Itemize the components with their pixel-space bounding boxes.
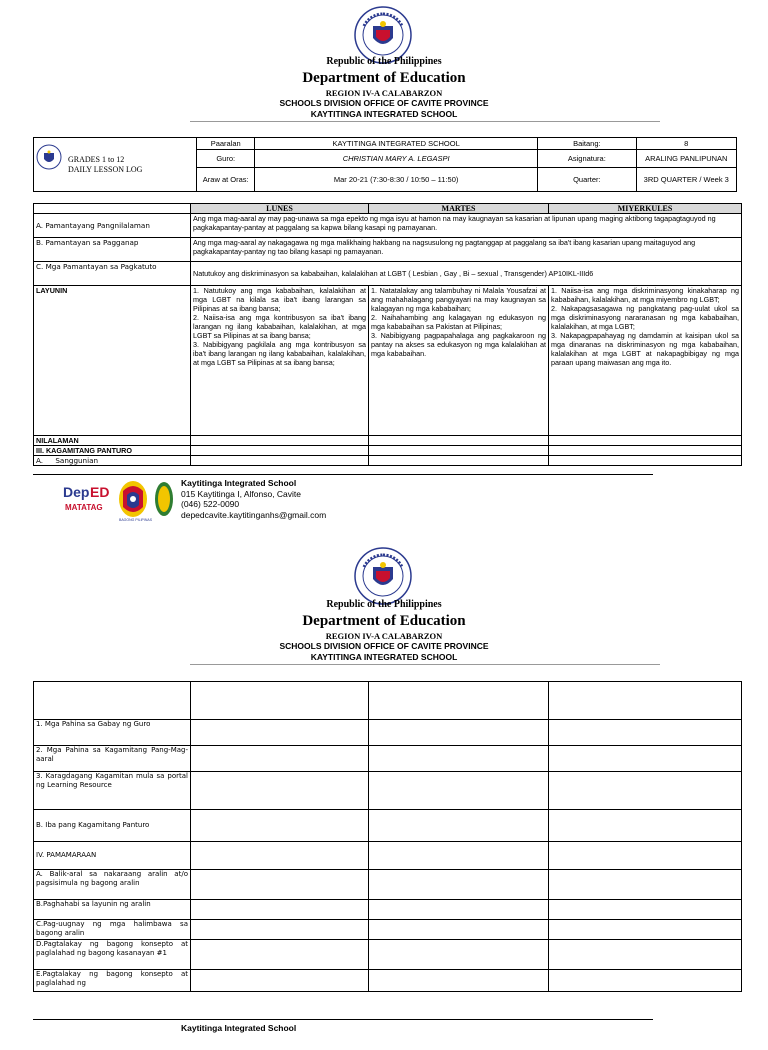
table-row (34, 842, 742, 870)
table-row (34, 920, 742, 940)
footer (33, 1019, 653, 1050)
footer-address: 015 Kaytitinga I, Alfonso, Cavite (181, 488, 302, 499)
deped-seal-icon (354, 547, 412, 605)
row-label: A. Sanggunian (34, 456, 191, 466)
footer (33, 474, 653, 525)
school-text: KAYTITINGA INTEGRATED SCHOOL (310, 109, 458, 119)
row-label: 1. Mga Pahina sa Gabay ng Guro (34, 720, 191, 746)
svg-text:ED: ED (90, 484, 110, 500)
row-label: 2. Mga Pahina sa Kagamitang Pang-Mag-aaral (34, 746, 191, 772)
footer-contact (181, 1023, 296, 1034)
quarter-value: 3RD QUARTER / Week 3 (636, 168, 736, 192)
info-table (33, 137, 737, 192)
footer-school: Kaytitinga Integrated School (181, 1023, 297, 1033)
table-row (34, 970, 742, 992)
dll-title-cell (34, 138, 197, 192)
day-header-row (34, 204, 742, 214)
row-label: IV. PAMAMARAAN (34, 842, 191, 870)
asignatura-label: Asignatura: (538, 150, 636, 168)
page-1 (0, 0, 768, 522)
row-label: A. Balik-aral sa nakaraang aralin at/o pagsisimula ng bagong aralin (34, 870, 191, 900)
table-row (34, 436, 742, 446)
row-label: B. Iba pang Kagamitang Panturo (34, 810, 191, 842)
day-miyerkules: MIYERKULES (549, 204, 742, 214)
day-martes: MARTES (369, 204, 549, 214)
guro-label: Guro: (197, 150, 255, 168)
footer-logos-icon (61, 477, 201, 523)
row-label: B. Pamantayan sa Pagganap (34, 238, 191, 262)
table-row (34, 214, 742, 238)
row-content: Natutukoy ang diskriminasyon sa kababaihan, kalalakihan at LGBT ( Lesbian , Gay , Bi – sexual , Transgender) AP10IKL-IIId6 (191, 262, 742, 286)
row-content: Ang mga mag-aaral ay nakagagawa ng mga malikhaing hakbang na nagsusulong ng pagtanggap at paggalang sa iba't ibang kasarian upang maitaguyod ang pagkakapantay-pantay ng tao bilang kasapi ng pamayanan. (191, 238, 742, 262)
row-label (34, 682, 191, 720)
paaralan-label: Paaralan (197, 138, 255, 150)
table-row (34, 720, 742, 746)
division-text: SCHOOLS DIVISION OFFICE OF CAVITE PROVINCE (279, 98, 489, 108)
region-text: REGION IV-A CALABARZON (325, 88, 443, 98)
footer-school: Kaytitinga Integrated School (181, 478, 297, 488)
row-label: C. Mga Pamantayan sa Pagkatuto (34, 262, 191, 286)
table-row (34, 772, 742, 810)
svg-text:BAGONG PILIPINAS: BAGONG PILIPINAS (119, 518, 153, 522)
baitang-value: 8 (636, 138, 736, 150)
araw-label: Araw at Oras: (197, 168, 255, 192)
row-label: LAYUNIN (34, 286, 191, 436)
table-row (34, 810, 742, 842)
row-label: E.Pagtalakay ng bagong konsepto at paglalahad ng (34, 970, 191, 992)
division-text: SCHOOLS DIVISION OFFICE OF CAVITE PROVINCE (279, 641, 489, 651)
page-2 (0, 537, 768, 1049)
department-title: Department of Education (302, 613, 466, 629)
row-label: B.Paghahabi sa layunin ng aralin (34, 900, 191, 920)
republic-text: Republic of the Philippines (326, 56, 442, 67)
layunin-martes: 1. Natatalakay ang talambuhay ni Malala Yousafzai at ang mahahalagang pangyayari na may kaugnayan sa kalagayan ng mga kababaihan; 2. Naihahambing ang kalagayan ng edukasyon ng mga kababaihan sa Pakistan at Pilipinas; 3. Nabibigyang pagpapahalaga ang pagkakaroon ng pantay na akses sa edukasyon ng mga kalalakihan at mga kababaihan. (369, 286, 549, 436)
row-label: 3. Karagdagang Kagamitan mula sa portal ng Learning Resource (34, 772, 191, 810)
row-content: Ang mga mag-aaral ay may pag-unawa sa mga epekto ng mga isyu at hamon na may kaugnayan sa kasarian at lipunan upang maging aktibong tagapagtaguyod ng pagkakapantay-pantay at paggalang sa kapwa bilang kasapi ng pamayanan. (191, 214, 742, 238)
table-row (34, 940, 742, 970)
row-label: C.Pag-uugnay ng mga halimbawa sa bagong aralin (34, 920, 191, 940)
deped-seal-small-icon (36, 144, 62, 170)
layunin-lunes: 1. Natutukoy ang mga kababaihan, kalalakihan at mga LGBT na kilala sa iba't ibang larangan sa Pilipinas at sa ibang bansa; 2. Naiisa-isa ang mga kontribusyon sa iba't ibang larangan ng ilang kababaihan, kalalakihan, at mga LGBT sa Pilipinas at sa ibang bansa; 3. Nabibigyang pagkilala ang mga kontribusyon sa iba't ibang larangan ng ilang kababaihan, kalalakihan, at mga LGBT sa Pilipinas at sa ibang bansa; (191, 286, 369, 436)
row-label: D.Pagtalakay ng bagong konsepto at paglalahad ng bagong kasanayan #1 (34, 940, 191, 970)
footer-phone: (046) 522-0090 (181, 499, 240, 509)
row-label: NILALAMAN (34, 436, 191, 446)
table-row (34, 446, 742, 456)
footer-contact (181, 478, 326, 520)
school-text: KAYTITINGA INTEGRATED SCHOOL (310, 652, 458, 662)
svg-text:Dep: Dep (63, 484, 90, 500)
layunin-miyerkules: 1. Naiisa-isa ang mga diskriminasyong kinakaharap ng kababaihan, kalalakihan, at mga miyembro ng LGBT; 2. Nakapagsasagawa ng pangkatang pag-uulat ukol sa mga diskriminasyong nararanasan ng mga kababaihan, kalalakihan, at mga LGBT; 3. Nakapagpapahayag ng damdamin at kaisipan ukol sa mga dinaranas na diskriminasyon ng mga kababaihan, kalalakihan at mga LGBT at nakapagbibigay ng mga paraan upang maiwasan ang mga ito. (549, 286, 742, 436)
table-row (34, 900, 742, 920)
baitang-label: Baitang: (538, 138, 636, 150)
asignatura-value: ARALING PANLIPUNAN (636, 150, 736, 168)
grades-text: GRADES 1 to 12 (68, 154, 125, 164)
svg-text:MATATAG: MATATAG (65, 503, 103, 512)
guro-value: CHRISTIAN MARY A. LEGASPI (255, 150, 538, 168)
lesson-table-continued (33, 681, 742, 992)
table-row (34, 682, 742, 720)
table-row (34, 746, 742, 772)
lesson-table (33, 203, 742, 466)
row-label: III. KAGAMITANG PANTURO (34, 446, 191, 456)
araw-value: Mar 20-21 (7:30-8:30 / 10:50 – 11:50) (255, 168, 538, 192)
republic-text: Republic of the Philippines (326, 599, 442, 610)
dll-text: DAILY LESSON LOG (68, 164, 143, 174)
table-row (34, 286, 742, 436)
table-row (34, 870, 742, 900)
table-row (34, 456, 742, 466)
table-row (34, 262, 742, 286)
header-divider (190, 121, 660, 122)
paaralan-value: KAYTITINGA INTEGRATED SCHOOL (255, 138, 538, 150)
region-text: REGION IV-A CALABARZON (325, 631, 443, 641)
header-divider (190, 664, 660, 665)
row-label: A. Pamantayang Pangnilalaman (34, 214, 191, 238)
quarter-label: Quarter: (538, 168, 636, 192)
department-title: Department of Education (302, 70, 466, 86)
table-row (34, 238, 742, 262)
footer-email: depedcavite.kaytitinganhs@gmail.com (181, 509, 327, 520)
day-lunes: LUNES (191, 204, 369, 214)
